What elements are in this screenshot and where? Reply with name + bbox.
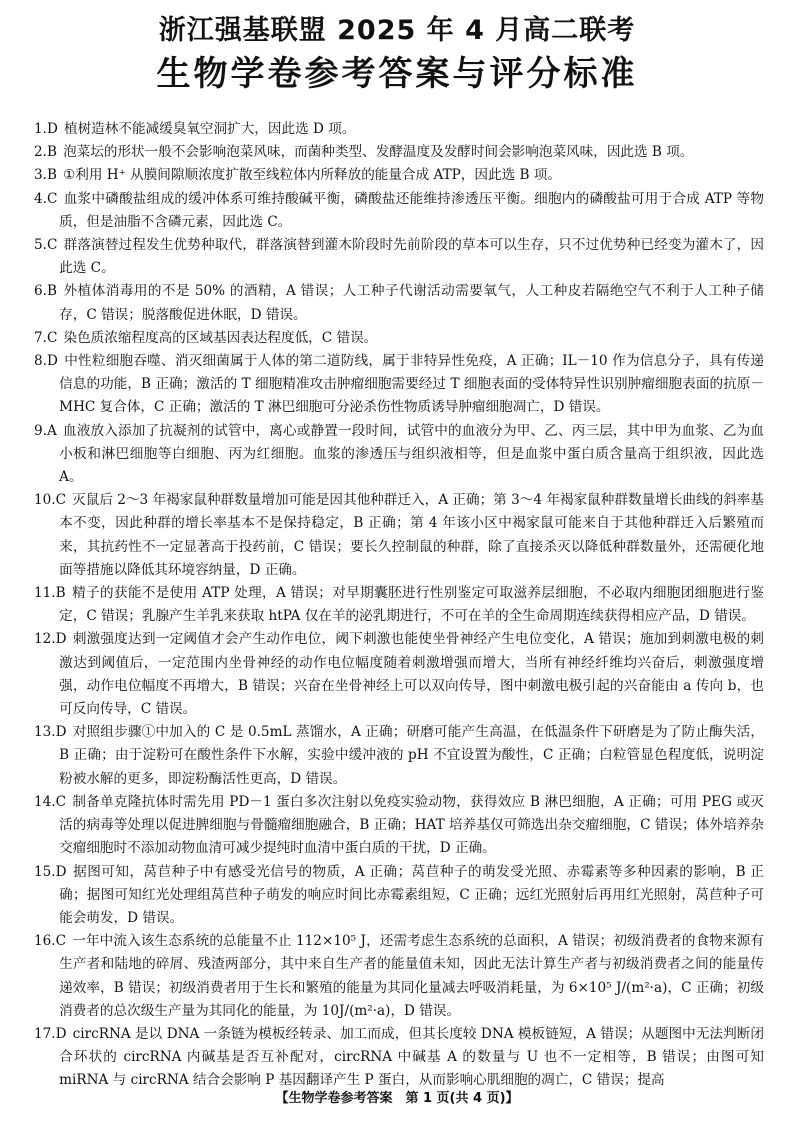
answer-explanation: 血浆中磷酸盐组成的缓冲体系可维持酸碱平衡，磷酸盐还能维持渗透压平衡。细胞内的磷酸盐可用于合成 ATP 等物质，但是油脂不含磷元素，因此选 C。 [59,190,764,230]
answer-explanation: 制备单克隆抗体时需先用 PD－1 蛋白多次注射以免疫实验动物，获得效应 B 淋巴细胞，A 正确；可用 PEG 或灭活的病毒等处理以促进脾细胞与骨髓瘤细胞融合，B 正确；HAT 培养基仅可筛选出杂交瘤细胞，C 错误；体外培养杂交瘤细胞时不添加动物血清可减少提纯时血清中蛋白质的干扰，D 正确。 [59,793,764,857]
answer-item [34,327,764,350]
answer-number: 6.B [34,283,57,300]
answer-number: 16.C [34,933,67,950]
answer-explanation: 血液放入添加了抗凝剂的试管中，离心或静置一段时间，试管中的血液分为甲、乙、丙三层，其中甲为血浆、乙为血小板和淋巴细胞等白细胞、丙为红细胞。血浆的渗透压与组织液相等，但是血浆中蛋白质含量高于组织液，因此选 A。 [59,422,764,486]
answer-item [34,188,764,234]
answer-explanation: 灭鼠后 2～3 年褐家鼠种群数量增加可能是因其他种群迁入，A 正确；第 3～4 年褐家鼠种群数量增长曲线的斜率基本不变，因此种群的增长率基本不是保持稳定，B 正确；第 4 年该小区中褐家鼠可能来自于其他种群迁入后繁殖而来，其抗药性不一定显著高于投药前，C 错误；要长久控制鼠的种群，除了直接杀灭以降低种群数量外，还需硬化地面等措施以降低其环境容纳量，D 正确。 [59,492,764,578]
answer-number: 14.C [34,793,67,810]
answer-item [34,118,764,141]
document-subtitle: 生物学卷参考答案与评分标准 [156,54,638,94]
answer-item [34,280,764,326]
answer-item [34,721,764,791]
answer-number: 3.B [34,167,57,184]
answer-item [34,234,764,280]
answer-explanation: ①利用 H⁺ 从膜间隙顺浓度扩散至线粒体内所释放的能量合成 ATP，因此选 B 项。 [63,167,561,184]
answer-explanation: 染色质浓缩程度高的区域基因表达程度低，C 错误。 [63,329,378,346]
answer-list [34,118,764,1093]
answer-explanation: 中性粒细胞吞噬、消灭细菌属于人体的第二道防线，属于非特异性免疫，A 正确；IL－10 作为信息分子，具有传递信息的功能，B 正确；激活的 T 细胞精准攻击肿瘤细胞需要经过 T 细胞表面的受体特异性识别肿瘤细胞表面的抗原－MHC 复合体，C 正确；激活的 T 淋巴细胞可分泌杀伤性物质诱导肿瘤细胞凋亡，D 错误。 [59,353,764,416]
answer-item [34,628,764,721]
answer-explanation: 精子的获能不是使用 ATP 处理，A 错误；对早期囊胚进行性别鉴定可取滋养层细胞，不必取内细胞团细胞进行鉴定，C 错误；乳腺产生羊乳来获取 htPA 仅在羊的泌乳期进行，不可在羊的全生命周期连续获得相应产品，D 错误。 [59,585,764,625]
answer-item [34,489,764,582]
answer-item [34,164,764,187]
answer-item [34,420,764,490]
answer-number: 8.D [34,353,58,370]
answer-item [34,582,764,628]
answer-explanation: 泡菜坛的形状一般不会影响泡菜风味，而菌种类型、发酵温度及发酵时间会影响泡菜风味，因此选 B 项。 [63,144,694,161]
answer-number: 15.D [34,863,67,880]
answer-explanation: circRNA 是以 DNA 一条链为模板经转录、加工而成，但其长度较 DNA 模板链短，A 错误；从题图中无法判断闭合环状的 circRNA 内碱基是否互补配对，circRNA 中碱基 A 的数量与 U 也不一定相等，B 错误；由图可知 miRNA 与 circRNA 结合会影响 P 基因翻译产生 P 蛋白，从而影响心肌细胞的凋亡，C 错误；提高 [59,1025,764,1089]
answer-explanation: 植树造林不能减缓臭氧空洞扩大，因此选 D 项。 [63,121,356,137]
answer-number: 10.C [34,492,67,509]
answer-explanation: 据图可知，莴苣种子中有感受光信号的物质，A 正确；莴苣种子的萌发受光照、赤霉素等多种因素的影响，B 正确；据图可知红光处理组莴苣种子萌发的响应时间比赤霉素组短，C 正确；远红光照射后再用红光照射，莴苣种子可能会萌发，D 错误。 [59,863,764,926]
answer-number: 4.C [34,190,58,207]
answer-number: 1.D [34,121,58,137]
answer-number: 7.C [34,329,58,346]
answer-number: 12.D [34,631,67,648]
answer-explanation: 刺激强度达到一定阈值才会产生动作电位，阈下刺激也能使坐骨神经产生电位变化，A 错误；施加到刺激电极的刺激达到阈值后，一定范围内坐骨神经的动作电位幅度随着刺激增强而增大，当所有神经纤维均兴奋后，刺激强度增强，动作电位幅度不再增大，B 错误；兴奋在坐骨神经上可以双向传导，图中刺激电极引起的兴奋能由 a 传向 b，也可反向传导，C 错误。 [59,631,764,718]
answer-explanation: 外植体消毒用的不是 50% 的酒精，A 错误；人工种子代谢活动需要氧气，人工种皮若隔绝空气不利于人工种子储存，C 错误；脱落酸促进休眠，D 错误。 [59,283,764,323]
answer-explanation: 对照组步骤①中加入的 C 是 0.5mL 蒸馏水，A 正确；研磨可能产生高温，在低温条件下研磨是为了防止酶失活，B 正确；由于淀粉可在酸性条件下水解，实验中缓冲液的 pH 不宜设置为酸性，C 正确；白粒管显色程度低，说明淀粉被水解的更多，即淀粉酶活性更高，D 错误。 [59,724,764,787]
answer-number: 5.C [34,237,58,254]
answer-item [34,141,764,164]
answer-item [34,930,764,1023]
answer-item [34,861,764,931]
answer-explanation: 一年中流入该生态系统的总能量不止 112×10⁵ J，还需考虑生态系统的总面积，A 错误；初级消费者的食物来源有生产者和陆地的碎屑、残渣两部分，其中来自生产者的能量值未知，因此无法计算生产者与初级消费者之间的能量传递效率，B 错误；初级消费者用于生长和繁殖的能量为其同化量减去呼吸消耗量，为 6×10⁵ J/(m²·a)，C 正确；初级消费者的总次级生产量为其同化的能量，为 10J/(m²·a)，D 错误。 [59,933,764,1019]
answer-number: 11.B [34,585,66,602]
answer-explanation: 群落演替过程发生优势种取代，群落演替到灌木阶段时先前阶段的草本可以生存，只不过优势种已经变为灌木了，因此选 C。 [59,237,764,277]
answer-item [34,791,764,861]
answer-number: 17.D [34,1025,67,1042]
answer-item [34,350,764,420]
answer-number: 9.A [34,422,57,439]
answer-item [34,1023,764,1093]
page-footer: 【生物学卷参考答案 第 1 页(共 4 页)】 [275,1091,519,1106]
exam-title: 浙江强基联盟 2025 年 4 月高二联考 [158,15,636,46]
answer-number: 13.D [34,724,67,741]
answer-number: 2.B [34,144,57,161]
